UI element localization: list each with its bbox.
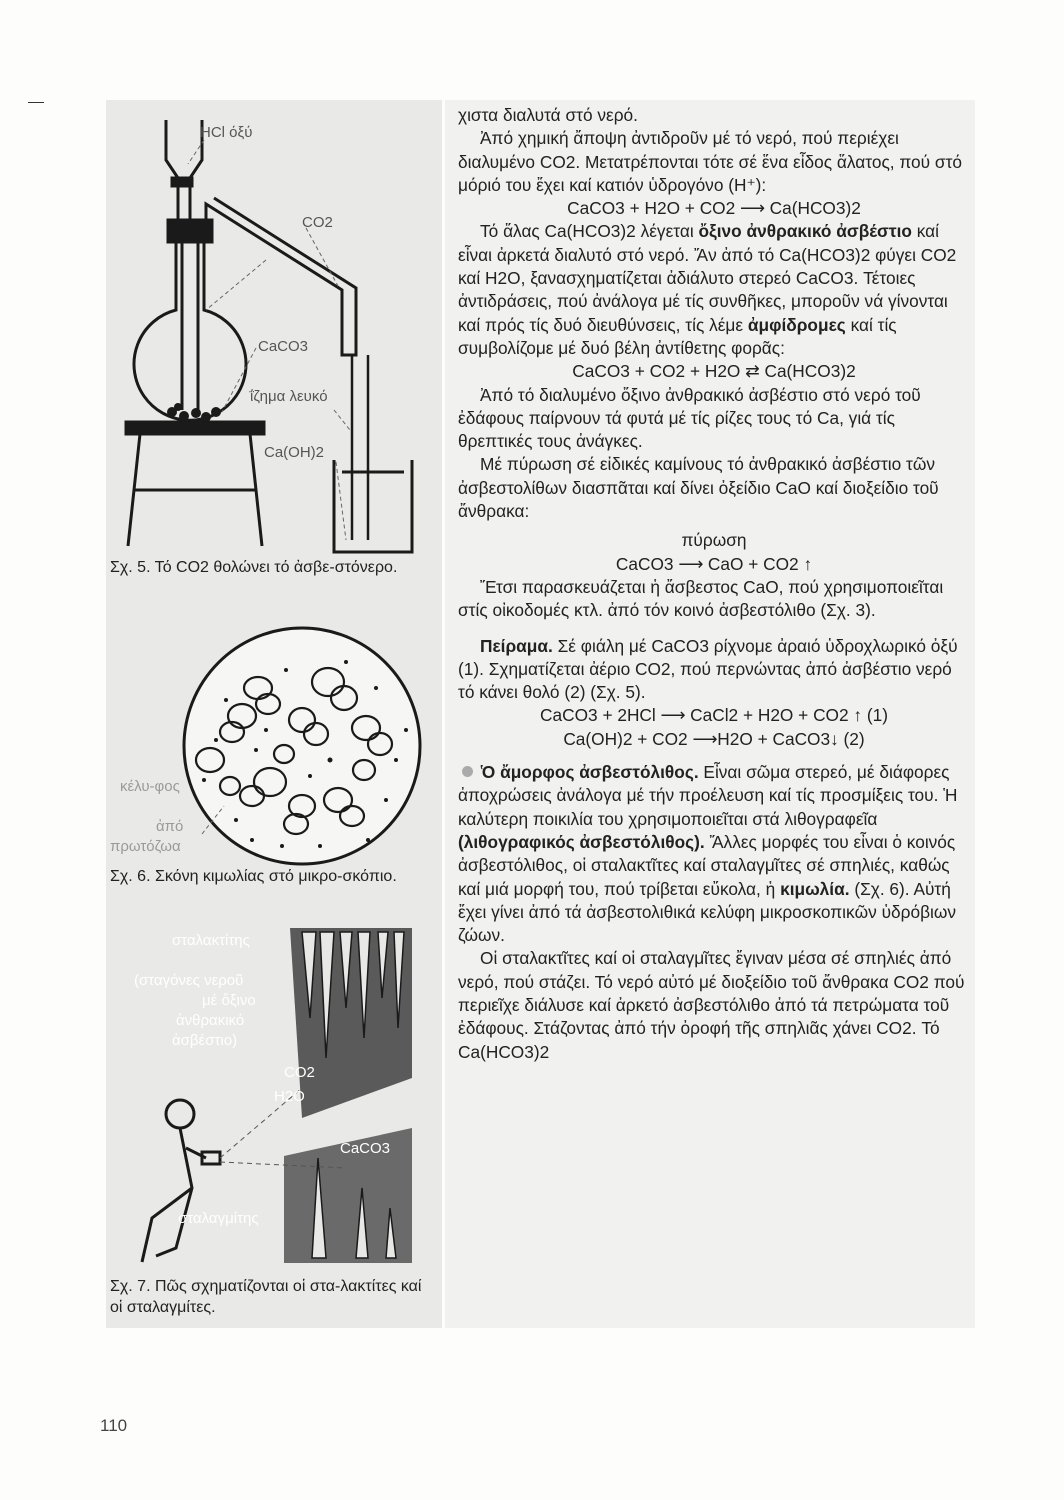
paragraph: Τό ἅλας Ca(HCO3)2 λέγεται ὄξινο ἀνθρακικό ἀσβέστιο καί εἶναι ἀρκετά διαλυτό στό νερό. Ἄν ἀπό τό Ca(HCO3)2 φύγει CO2 καί H2O, ξανασχηματίζεται ἀδιάλυτο στερεό CaCO3. Τέτοιες ἀντιδράσεις, πού ἀνάλογα μέ τίς συνθῆκες, μποροῦν νά γίνονται καί πρός τίς δυό διευθύνσεις, τίς λέμε ἀμφίδρομες καί τίς συμβολίζομε μέ δυό βέλη ἀντίθετης φορᾶς: (458, 221, 957, 358)
acid-label: μέ ὄξινο (202, 992, 256, 1009)
caoh2-label: Ca(OH)2 (264, 444, 325, 461)
apparatus-drawing (106, 100, 442, 560)
microscope-circle (106, 610, 442, 875)
precipitate-label: ΐζημα λευκό (250, 388, 328, 405)
paragraph: Ἔτσι παρασκευάζεται ἡ ἄσβεστος CaO, πού χρησιμοποιεῖται στίς οἰκοδομές κτλ. ἀπό τόν κοινό ἀσβεστόλιθο (Σχ. 3). (458, 576, 944, 621)
equation: CaCO3 + H2O + CO2 ⟶ Ca(HCO3)2 (567, 198, 861, 219)
caco3-label: CaCO3 (258, 338, 309, 355)
h2o-label: H2O (274, 1088, 305, 1105)
equation-condition: πύρωση (681, 530, 747, 551)
page-number: 110 (100, 1416, 128, 1435)
shell-label: κέλυ-φος (120, 778, 180, 795)
bullet-icon (462, 766, 473, 777)
paragraph: Μέ πύρωση σέ εἰδικές καμίνους τό ἀνθρακικό ἀσβέστιο τῶν ἀσβεστολίθων διασπᾶται καί δίνει ὀξείδιο CaO καί διοξείδιο τοῦ ἄνθρακα: (458, 454, 939, 522)
co2-label: CO2 (302, 214, 333, 231)
paragraph: Πείραμα. Σέ φιάλη μέ CaCO3 ρίχνομε ἀραιό ὑδροχλωρικό ὀξύ (1). Σχηματίζεται ἀέριο CO2, πού περνώντας ἀπό ἀσβέστιο νερό τό κάνει θολό (2) (Σχ. 5). (458, 635, 958, 703)
paragraph: Οἱ σταλακτῖτες καί οἱ σταλαγμῖτες ἔγιναν μέσα σέ σπηλιές ἀπό νερό, πού στάζει. Τό νερό αὐτό μέ διοξείδιο τοῦ ἄνθρακα CO2 πού περιεῖχε διάλυσε καί ἀρκετό ἀσβεστόλιθο ἀπό τά πετρώματα τοῦ ἐδάφους. Στάζοντας ἀπό τήν ὀροφή τῆς σπηλιᾶς χάνει CO2. Τό Ca(HCO3)2 (458, 948, 965, 1062)
figure-6 (106, 610, 442, 875)
figure-7 (106, 918, 442, 1273)
equation: Ca(OH)2 + CO2 ⟶H2O + CaCO3↓ (2) (563, 728, 865, 749)
figure-7-caption: Σχ. 7. Πῶς σχηματίζονται οἱ στα-λακτίτες καί οἱ σταλαγμίτες. (110, 1278, 422, 1316)
from-label: ἀπό (156, 818, 184, 835)
figure-5-caption: Σχ. 5. Τό CO2 θολώνει τό ἀσβε-στόνερο. (110, 559, 398, 576)
paragraph: Ἀπό τό διαλυμένο ὄξινο ἀνθρακικό ἀσβέστιο στό νερό τοῦ ἐδάφους παίρνουν τά φυτά μέ τίς ρίζες τους τό Ca, γιά τίς θρεπτικές τους ἀνάγκες. (458, 384, 921, 452)
paragraph: Ὁ ἄμορφος ἀσβεστόλιθος. Εἶναι σῶμα στερεό, μέ διάφορες ἀποχρώσεις ἀνάλογα μέ τήν προέλευση καί τίς προσμίξεις του. Ἡ καλύτερη ποικιλία του χρησιμοποιεῖται στά λιθογραφεῖα (λιθογραφικός ἀσβεστόλιθος). Ἄλλες μορφές του εἶναι ὁ κοινός ἀσβεστόλιθος, οἱ σταλακτῖτες καί σταλαγμῖτες σέ σπηλιές, καθώς καί μιά μορφή του, πού τρίβεται εὔκολα, ἡ κιμωλία. (Σχ. 6). Αὐτή ἔχει γίνει ἀπό τά ἀσβεστολιθικά κελύφη μικροσκοπικῶν ὑδρόβιων ζώων. (458, 762, 958, 946)
carbonic-label: ἀνθρακικό (176, 1012, 245, 1029)
paragraph: Ἀπό χημική ἄποψη ἀντιδροῦν μέ τό νερό, πού περιέχει διαλυμένο CO2. Μετατρέπονται τότε σέ ἕνα εἶδος ἅλατος, πού στό μόριό του ἔχει καί κατιόν ὑδρογόνο (H⁺): (458, 128, 963, 195)
main-text (458, 104, 970, 1064)
protozoa-label: πρωτόζωα (110, 838, 181, 855)
caco3-cave-label: CaCO3 (340, 1140, 391, 1157)
co2-cave-label: CO2 (284, 1064, 315, 1081)
paragraph: χιστα διαλυτά στό νερό. (458, 105, 638, 125)
equation: CaCO3 ⟶ CaO + CO2 ↑ (615, 553, 813, 574)
figure-6-caption: Σχ. 6. Σκόνη κιμωλίας στό μικρο-σκόπιο. (110, 868, 397, 885)
equation: CaCO3 + CO2 + H2O ⇄ Ca(HCO3)2 (572, 361, 856, 382)
lime-label: ἀσβέστιο) (172, 1032, 238, 1049)
drops-label: (σταγόνες νεροῦ (134, 972, 244, 989)
figure-5 (106, 100, 442, 560)
stalactite-label: σταλακτίτης (172, 932, 250, 949)
hcl-label: HCl όξύ (200, 124, 253, 141)
stalagmite-label: σταλαγμίτης (178, 1210, 259, 1227)
margin-dash (28, 102, 44, 103)
equation: CaCO3 + 2HCl ⟶ CaCl2 + H2O + CO2 ↑ (1) (540, 705, 888, 726)
